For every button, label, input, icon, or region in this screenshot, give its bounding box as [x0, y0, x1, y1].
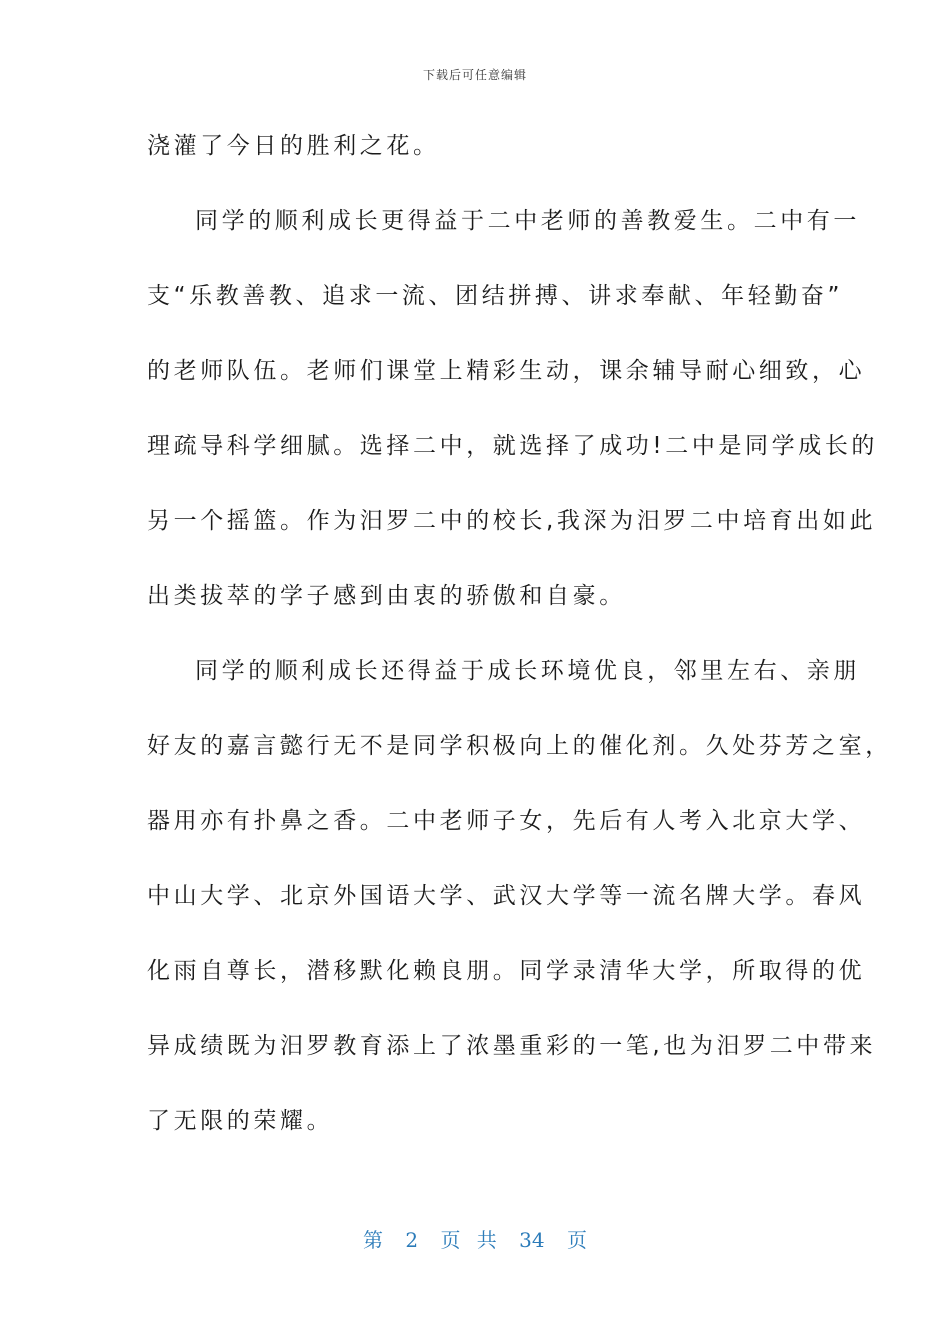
- paragraph-start-line: 同学的顺利成长更得益于二中老师的善教爱生。二中有一: [195, 208, 860, 234]
- text-line: 好友的嘉言懿行无不是同学积极向上的催化剂。久处芬芳之室，: [147, 733, 892, 759]
- document-body: [147, 122, 892, 1172]
- text-line: 器用亦有扑鼻之香。二中老师子女，先后有人考入北京大学、: [147, 808, 866, 834]
- text-line: 中山大学、北京外国语大学、武汉大学等一流名牌大学。春风: [147, 883, 866, 909]
- text-line: 化雨自尊长，潜移默化赖良朋。同学录清华大学，所取得的优: [147, 958, 866, 984]
- text-line: 理疏导科学细腻。选择二中，就选择了成功!二中是同学成长的: [147, 433, 879, 459]
- footer-prefix: 第: [363, 1228, 383, 1252]
- paragraph-start-line: 同学的顺利成长还得益于成长环境优良，邻里左右、亲朋: [195, 658, 860, 684]
- footer-suffix: 页: [566, 1228, 587, 1252]
- page-header: 下载后可任意编辑: [422, 68, 527, 82]
- text-line: 了无限的荣耀。: [147, 1108, 334, 1134]
- footer-page-number: 2: [405, 1228, 419, 1252]
- text-line: 支“乐教善教、追求一流、团结拼搏、讲求奉献、年轻勤奋”: [147, 283, 844, 309]
- text-line: 浇灌了今日的胜利之花。: [147, 133, 440, 159]
- footer-total-pages: 34: [519, 1228, 545, 1252]
- text-line: 异成绩既为汨罗教育添上了浓墨重彩的一笔,也为汨罗二中带来: [147, 1033, 877, 1059]
- text-line: 出类拔萃的学子感到由衷的骄傲和自豪。: [147, 583, 626, 609]
- page-footer: [0, 1224, 950, 1253]
- footer-middle: 页 共: [440, 1228, 497, 1252]
- text-line: 另一个摇篮。作为汨罗二中的校长,我深为汨罗二中培育出如此: [147, 508, 877, 534]
- text-line: 的老师队伍。老师们课堂上精彩生动，课余辅导耐心细致，心: [147, 358, 866, 384]
